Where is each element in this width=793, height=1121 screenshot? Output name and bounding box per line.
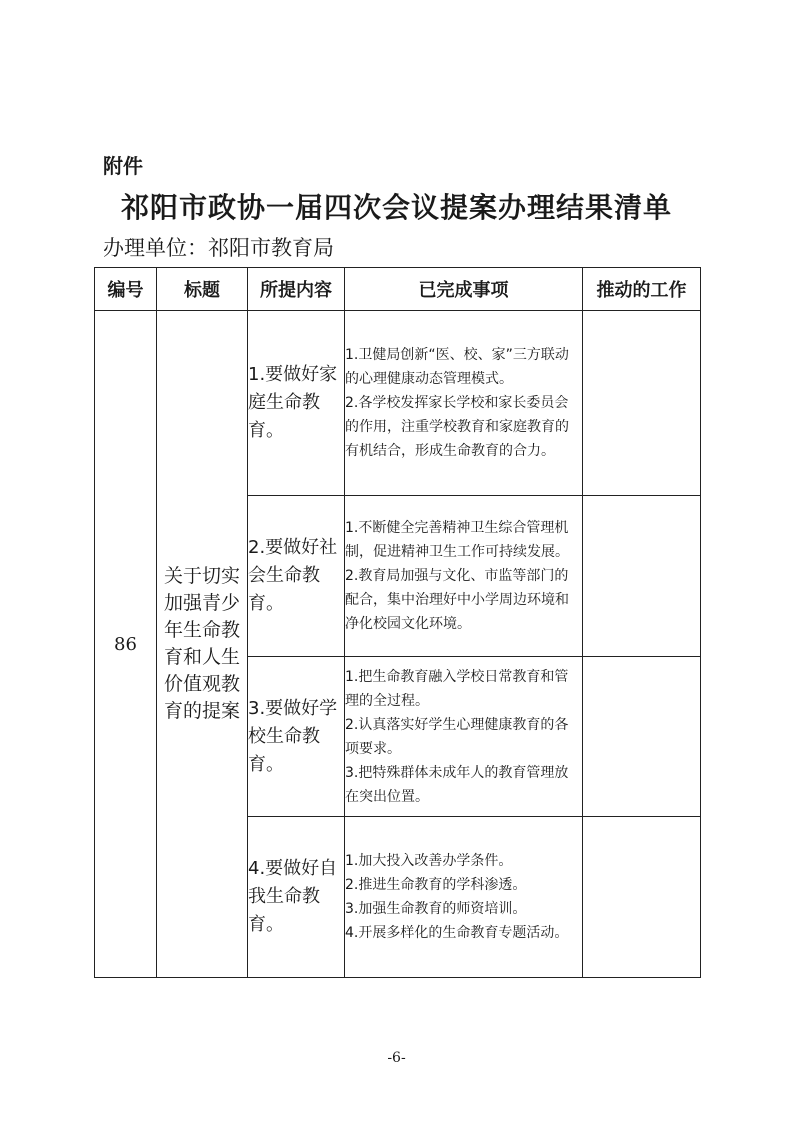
results-table [94,267,701,978]
attachment-label: 附件 [103,154,143,178]
table-row [95,311,701,496]
completed-item: 2.认真落实好学生心理健康教育的各项要求。 [345,716,569,757]
completed-item: 3.把特殊群体未成年人的教育管理放在突出位置。 [345,764,569,805]
header-proposal: 所提内容 [248,268,345,311]
proposal-item: 3.要做好学校生命教育。 [248,657,345,817]
proposal-number: 86 [95,311,157,978]
completed-item: 2.教育局加强与文化、市监等部门的配合，集中治理好中小学周边环境和净化校园文化环境。 [345,568,569,632]
push-work-cell [583,496,701,657]
completed-item: 1.卫健局创新“医、校、家”三方联动的心理健康动态管理模式。 [345,347,569,387]
completed-items [345,657,583,817]
proposal-topic: 关于切实加强青少年生命教育和人生价值观教育的提案 [157,311,248,978]
page-number: -6- [387,1050,406,1066]
handling-unit: 办理单位：祁阳市教育局 [103,236,334,260]
header-completed: 已完成事项 [345,268,583,311]
proposal-item: 2.要做好社会生命教育。 [248,496,345,657]
document-title: 祁阳市政协一届四次会议提案办理结果清单 [120,191,672,224]
push-work-cell [583,817,701,978]
completed-item: 1.不断健全完善精神卫生综合管理机制，促进精神卫生工作可持续发展。 [345,520,569,560]
completed-items [345,311,583,496]
completed-item: 1.加大投入改善办学条件。 [345,853,513,869]
completed-items [345,817,583,978]
completed-item: 2.推进生命教育的学科渗透。 [345,877,527,893]
completed-item: 3.加强生命教育的师资培训。 [345,901,527,917]
completed-item: 2.各学校发挥家长学校和家长委员会的作用，注重学校教育和家庭教育的有机结合，形成生命教育的合力。 [345,395,569,459]
proposal-item: 4.要做好自我生命教育。 [248,817,345,978]
completed-item: 4.开展多样化的生命教育专题活动。 [345,925,569,941]
header-push-work: 推动的工作 [583,268,701,311]
push-work-cell [583,311,701,496]
header-number: 编号 [95,268,157,311]
header-title: 标题 [157,268,248,311]
completed-items [345,496,583,657]
push-work-cell [583,657,701,817]
completed-item: 1.把生命教育融入学校日常教育和管理的全过程。 [345,668,569,709]
table-header-row [95,268,701,311]
proposal-item: 1.要做好家庭生命教育。 [248,311,345,496]
